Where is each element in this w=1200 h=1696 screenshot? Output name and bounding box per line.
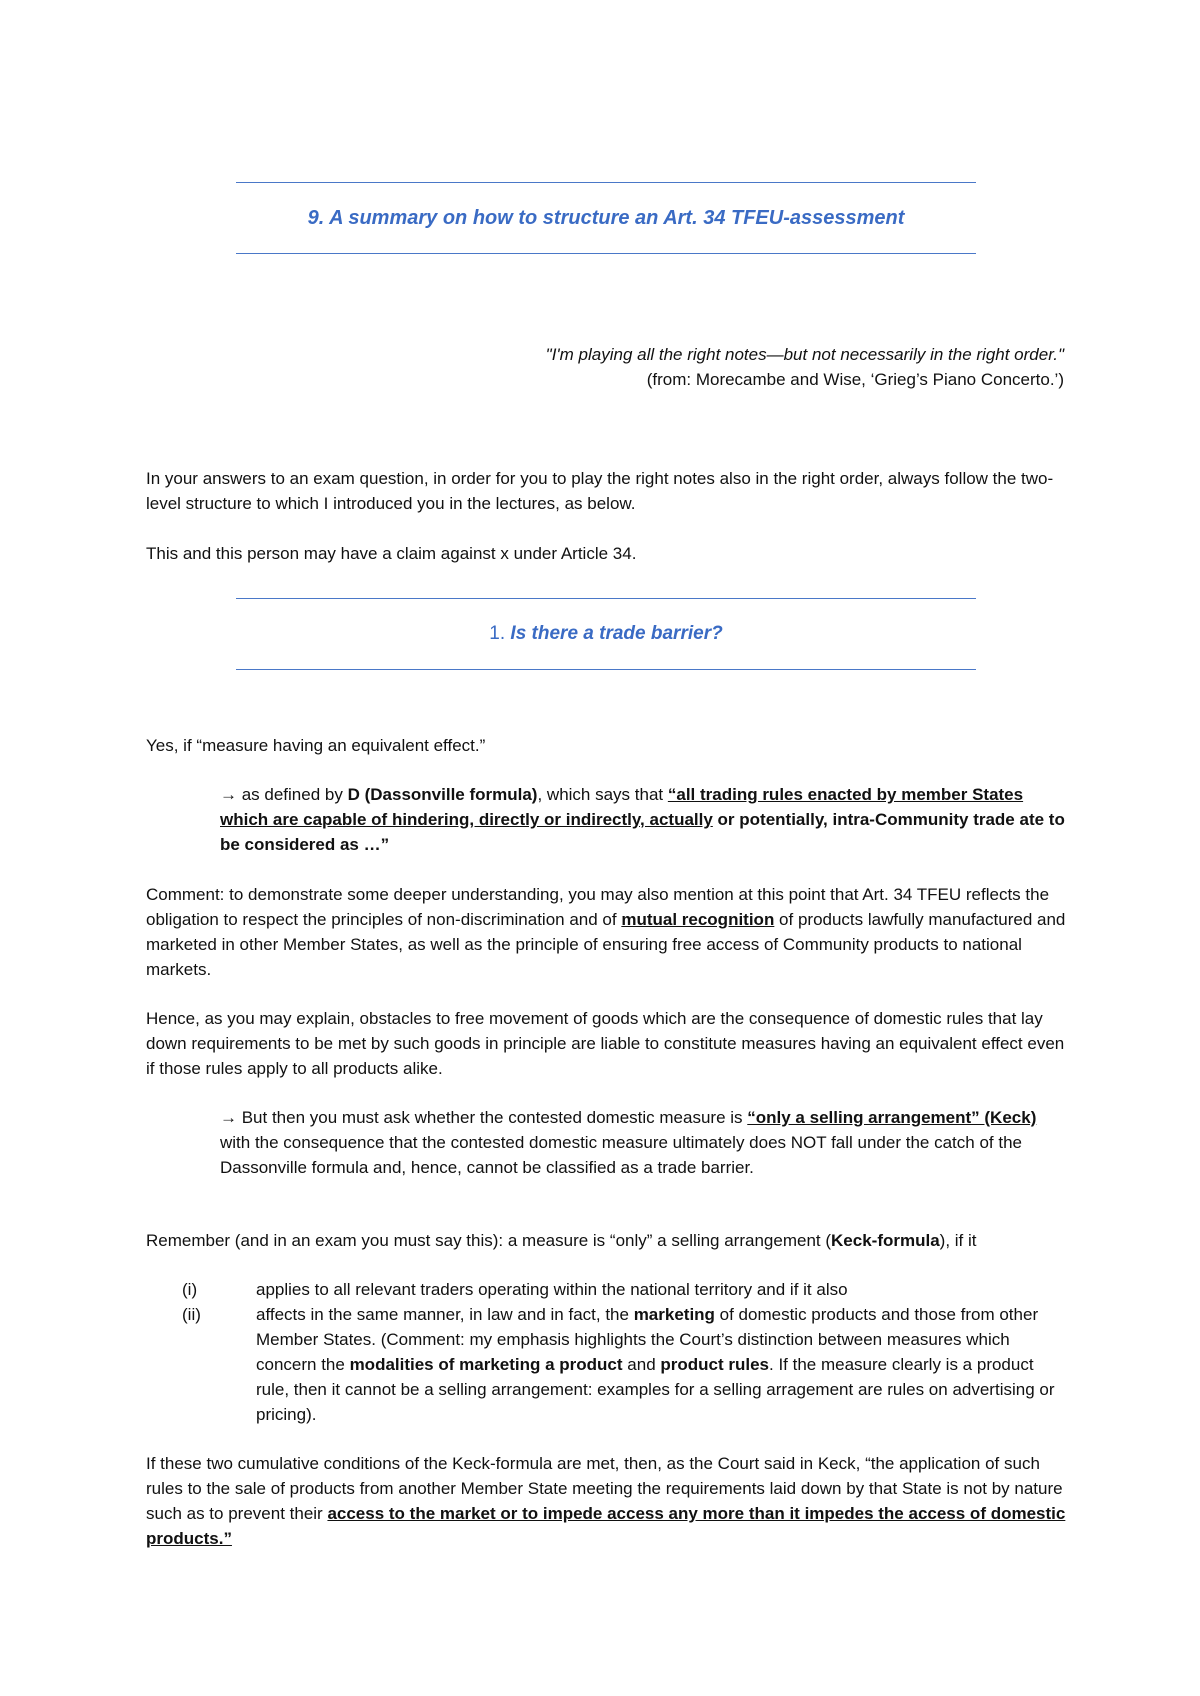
comment-pre: Comment: to demonstrate some deeper understanding, you may also mention at this point that Art. 34 TFEU reflects the obligation to respect the principles of non-discrimination and of [146, 885, 1050, 929]
list-item [146, 1277, 1066, 1302]
dassonville-pre: as defined by [237, 785, 348, 804]
hence-paragraph: Hence, as you may explain, obstacles to free movement of goods which are the consequence of domestic rules that lay down requirements to be met by such goods in principle are liable to constitute measures having an equivalent effect even if those rules apply to all products alike. [146, 1009, 1065, 1078]
dassonville-d: D [347, 785, 360, 804]
final-paragraph [146, 1451, 1066, 1551]
item2-c: and [622, 1355, 661, 1374]
quote-attribution: (from: Morecambe and Wise, ‘Grieg’s Piano Concerto.’) [646, 370, 1064, 389]
section-heading-1 [236, 598, 976, 670]
marketing-term: marketing [633, 1305, 715, 1324]
only-selling-arrangement: “only a selling arrangement” (Keck) [747, 1108, 1037, 1127]
arrow-icon: → [220, 1108, 237, 1127]
item2-d: . If the measure clearly is a product rule, then it cannot be a selling arrangement: examples for a selling arragement are rules on advertising or pricing). [256, 1355, 1055, 1424]
section-heading-9 [236, 182, 976, 254]
item2-a: affects in the same manner, in law and in fact, the [256, 1305, 634, 1324]
remember-post: ), if it [939, 1231, 977, 1250]
quote-line: "I'm playing all the right notes—but not necessarily in the right order." [545, 345, 1064, 364]
claim-paragraph: This and this person may have a claim against x under Article 34. [146, 544, 637, 563]
epigraph-quote [546, 342, 1064, 392]
heading-9-text: 9. A summary on how to structure an Art. 34 TFEU-assessment [307, 207, 905, 229]
list-marker: (i) [182, 1280, 198, 1299]
dassonville-quote-rest: or potentially, intra-Community trade ate to be considered as …” [220, 810, 1065, 854]
comment-post: of products lawfully manufactured and marketed in other Member States, as well as the principle of ensuring free access of Community products to national markets. [146, 910, 1066, 979]
dassonville-paragraph [220, 782, 1066, 857]
dassonville-formula-label: (Dassonville formula) [364, 785, 538, 804]
selling-arrangement-paragraph [220, 1105, 1066, 1180]
list-item [146, 1302, 1066, 1427]
dassonville-quote: “all trading rules enacted by member States which are capable of hindering, directly or indirectly, actually [220, 785, 1024, 829]
but-then-pre: But then you must ask whether the contested domestic measure is [237, 1108, 748, 1127]
market-access-quote: access to the market or to impede access any more than it impedes the access of domestic products.” [146, 1504, 1066, 1548]
yes-if-paragraph: Yes, if “measure having an equivalent effect.” [146, 736, 486, 755]
keck-formula: Keck-formula [831, 1231, 940, 1250]
mutual-recognition: mutual recognition [621, 910, 775, 929]
arrow-icon: → [220, 785, 237, 804]
but-then-post: with the consequence that the contested domestic measure ultimately does NOT fall under the catch of the Dassonville formula and, hence, cannot be classified as a trade barrier. [220, 1133, 1022, 1177]
heading-1-number: 1. [489, 623, 506, 644]
list-item-text: applies to all relevant traders operating within the national territory and if it also [256, 1280, 848, 1299]
item2-b: of domestic products and those from other Member States. (Comment: my emphasis highlights the Court’s distinction between measures which concern the [256, 1305, 1039, 1374]
dassonville-mid: , which says that [537, 785, 668, 804]
keck-conditions-list [146, 1277, 1066, 1427]
remember-paragraph [146, 1228, 1066, 1253]
modalities-term: modalities of marketing a product [349, 1355, 623, 1374]
intro-paragraph: In your answers to an exam question, in order for you to play the right notes also in the right order, always follow the two-level structure to which I introduced you in the lectures, as below. [146, 469, 1054, 513]
comment-paragraph [146, 882, 1066, 982]
remember-pre: Remember (and in an exam you must say this): a measure is “only” a selling arrangement ( [146, 1231, 832, 1250]
heading-1-text: Is there a trade barrier? [505, 623, 723, 644]
list-marker: (ii) [182, 1305, 201, 1324]
final-pre: If these two cumulative conditions of the Keck-formula are met, then, as the Court said in Keck, “the application of such rules to the sale of products from another Member State meeting the requirements laid down by that State is not by nature such as to prevent their [146, 1454, 1063, 1523]
product-rules-term: product rules [660, 1355, 769, 1374]
